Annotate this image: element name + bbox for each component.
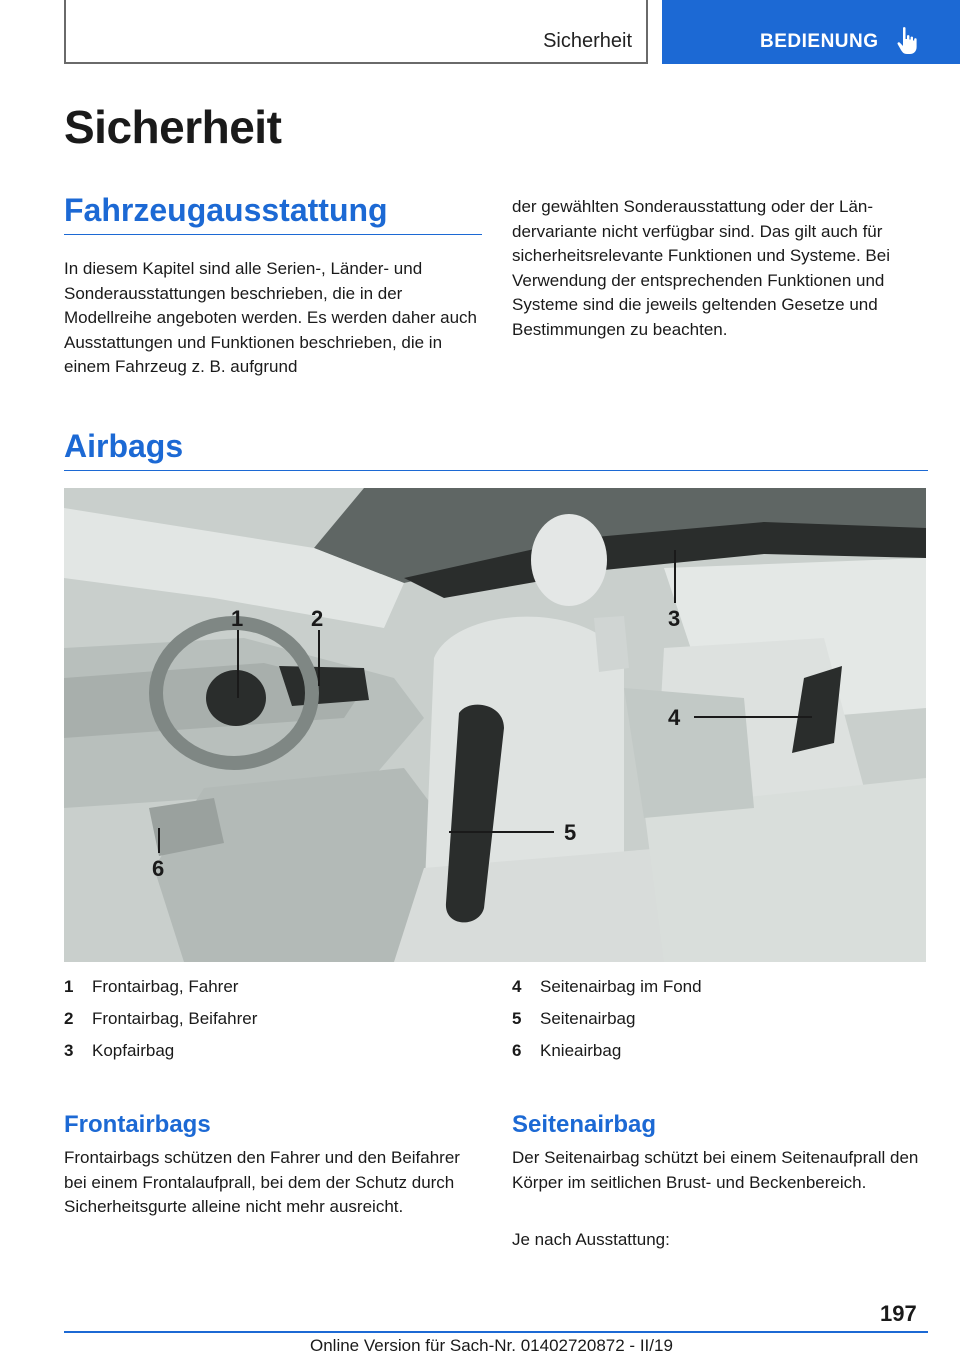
legend-number: 4 (512, 977, 522, 996)
legend-label: Seitenairbag im Fond (540, 977, 702, 996)
airbag-location-illustration (64, 488, 926, 962)
legend-label: Kopfairbag (92, 1041, 175, 1060)
hand-pointer-icon (895, 26, 921, 56)
paragraph-seitenairbag-equipment: Je nach Ausstattung: (512, 1230, 670, 1249)
footer-online-version: Online Version für Sach-Nr. 01402720872 - II/19 (310, 1336, 673, 1355)
subsection-title-frontairbags: Frontairbags (64, 1111, 211, 1138)
callout-3: 3 (668, 606, 681, 631)
legend-number: 6 (512, 1041, 522, 1060)
callout-4: 4 (668, 705, 681, 730)
legend-label: Seitenairbag (540, 1009, 636, 1028)
header-chapter-label: BEDIENUNG (760, 31, 879, 52)
callout-5: 5 (564, 820, 577, 845)
section-title-airbags: Airbags (64, 428, 184, 464)
legend-number: 3 (64, 1041, 74, 1060)
callout-2: 2 (311, 606, 324, 631)
page-number: 197 (880, 1301, 917, 1326)
paragraph-fahrzeugausstattung-left: In diesem Kapitel sind alle Serien-, Länder- und Sonderausstattungen beschrieben, die in der Modellreihe angeboten werden. Es werden daher auch Ausstattungen und Funktionen beschrieben, die in einem Fahrzeug z. B. aufgrund (64, 259, 477, 377)
legend-label: Knieairbag (540, 1041, 622, 1060)
legend-label: Frontairbag, Fahrer (92, 977, 239, 996)
paragraph-frontairbags: Frontairbags schützen den Fahrer und den Beifahrer bei einem Frontalaufprall, bei dem der Schutz durch Sicherheitsgurte alleine nicht mehr ausreicht. (64, 1148, 460, 1217)
legend-number: 5 (512, 1009, 522, 1028)
section-divider (64, 234, 482, 235)
paragraph-seitenairbag: Der Seitenairbag schützt bei einem Seitenaufprall den Körper im seitlichen Brust- und Beckenbereich. (512, 1148, 919, 1192)
footer-divider (64, 1331, 928, 1333)
page-title: Sicherheit (64, 101, 282, 153)
section-title-fahrzeugausstattung: Fahrzeugausstattung (64, 192, 388, 228)
legend-number: 1 (64, 977, 74, 996)
header-section-label: Sicherheit (543, 30, 632, 52)
paragraph-fahrzeugausstattung-right: der gewählten Sonderausstattung oder der Ländervariante nicht verfügbar sind. Das gilt auch für sicherheitsrelevante Funktionen und Systeme. Bei Verwendung der entsprechenden Funktionen und Systeme sind die jeweils geltenden Gesetze und Bestimmungen zu beachten. (512, 197, 890, 339)
callout-1: 1 (231, 606, 244, 631)
header-chapter-tab[interactable] (662, 0, 960, 64)
section-divider (64, 470, 928, 471)
subsection-title-seitenairbag: Seitenairbag (512, 1111, 657, 1138)
callout-6: 6 (152, 856, 165, 881)
legend-label: Frontairbag, Beifahrer (92, 1009, 258, 1028)
header-section-tab (64, 0, 648, 64)
legend-number: 2 (64, 1009, 74, 1028)
